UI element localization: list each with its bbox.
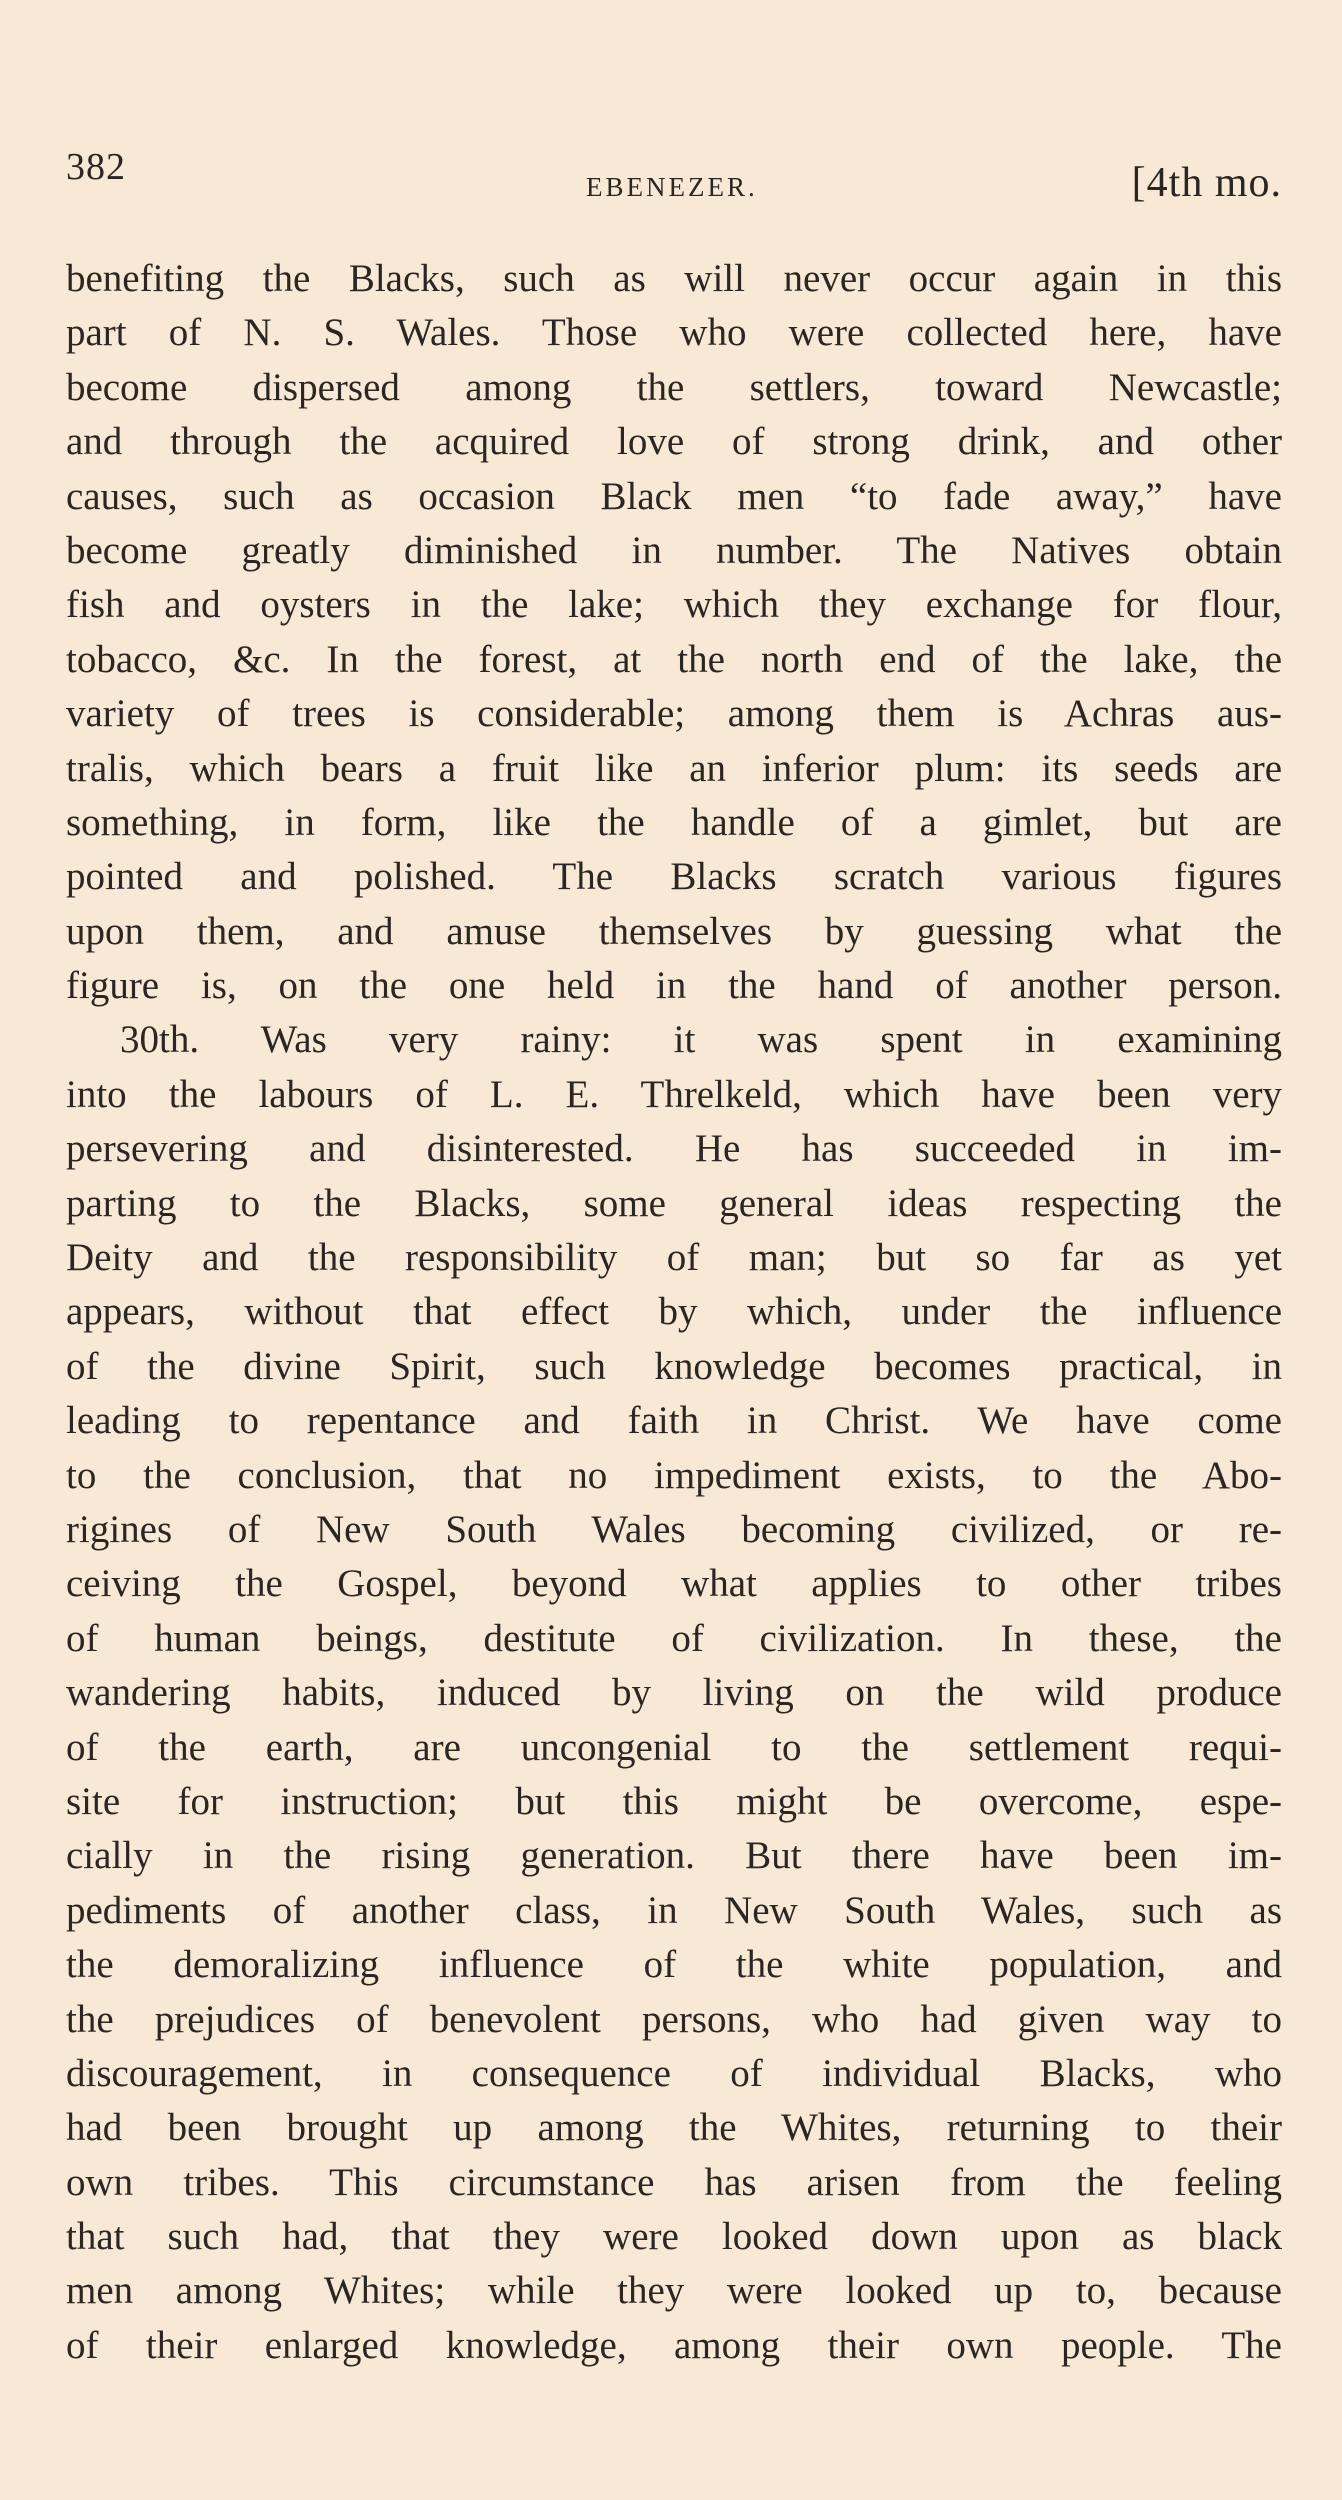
text-line: causes, such as occasion Black men “to fade away,” have xyxy=(66,474,1282,518)
text-line: part of N. S. Wales. Those who were collected here, have xyxy=(66,311,1282,355)
text-line: figure is, on the one held in the hand of another person. xyxy=(66,964,1282,1008)
body-text xyxy=(66,252,1282,2373)
text-line: the prejudices of benevolent persons, who had given way to xyxy=(66,1997,1282,2041)
text-line: become greatly diminished in number. The Natives obtain xyxy=(66,528,1282,572)
text-line: ceiving the Gospel, beyond what applies to other tribes xyxy=(66,1562,1282,1606)
text-line: of their enlarged knowledge, among their own people. The xyxy=(66,2323,1282,2367)
text-line: parting to the Blacks, some general ideas respecting the xyxy=(66,1181,1282,1225)
text-line: fish and oysters in the lake; which they exchange for flour, xyxy=(66,583,1282,627)
page-header xyxy=(66,148,1282,218)
text-line: to the conclusion, that no impediment exists, to the Abo- xyxy=(66,1453,1282,1497)
text-line: into the labours of L. E. Threlkeld, which have been very xyxy=(66,1072,1282,1116)
text-line: tobacco, &c. In the forest, at the north end of the lake, the xyxy=(66,637,1282,681)
text-line: cially in the rising generation. But there have been im- xyxy=(66,1834,1282,1878)
text-line: discouragement, in consequence of individual Blacks, who xyxy=(66,2051,1282,2095)
text-line: pediments of another class, in New South Wales, such as xyxy=(66,1888,1282,1932)
running-head-date: [4th mo. xyxy=(1131,160,1282,206)
text-line: rigines of New South Wales becoming civilized, or re- xyxy=(66,1507,1282,1551)
text-line: the demoralizing influence of the white population, and xyxy=(66,1943,1282,1987)
page-number: 382 xyxy=(66,146,126,188)
text-line: benefiting the Blacks, such as will never occur again in this xyxy=(66,257,1282,300)
text-line: of the divine Spirit, such knowledge becomes practical, in xyxy=(66,1344,1282,1388)
text-line: own tribes. This circumstance has arisen from the feeling xyxy=(66,2160,1282,2204)
text-line-paragraph-start: 30th. Was very rainy: it was spent in examining xyxy=(120,1018,1282,1062)
text-line: tralis, which bears a fruit like an inferior plum: its seeds are xyxy=(66,746,1282,790)
text-line: persevering and disinterested. He has succeeded in im- xyxy=(66,1127,1282,1171)
text-line: pointed and polished. The Blacks scratch various figures xyxy=(66,855,1282,899)
text-line: had been brought up among the Whites, returning to their xyxy=(66,2106,1282,2150)
text-line: upon them, and amuse themselves by guessing what the xyxy=(66,909,1282,953)
text-line: that such had, that they were looked down upon as black xyxy=(66,2215,1282,2259)
text-line: Deity and the responsibility of man; but so far as yet xyxy=(66,1236,1282,1280)
text-line: become dispersed among the settlers, toward Newcastle; xyxy=(66,365,1282,409)
running-head: EBENEZER. xyxy=(586,172,758,202)
text-line: of human beings, destitute of civilization. In these, the xyxy=(66,1616,1282,1660)
text-line: variety of trees is considerable; among them is Achras aus- xyxy=(66,692,1282,736)
text-line: site for instruction; but this might be overcome, espe- xyxy=(66,1779,1282,1823)
text-line: men among Whites; while they were looked up to, because xyxy=(66,2269,1282,2313)
text-line: of the earth, are uncongenial to the settlement requi- xyxy=(66,1725,1282,1769)
text-line: and through the acquired love of strong drink, and other xyxy=(66,420,1282,464)
text-line: something, in form, like the handle of a gimlet, but are xyxy=(66,800,1282,844)
text-line: appears, without that effect by which, under the influence xyxy=(66,1290,1282,1334)
text-line: leading to repentance and faith in Christ. We have come xyxy=(66,1399,1282,1443)
text-line: wandering habits, induced by living on the wild produce xyxy=(66,1671,1282,1715)
